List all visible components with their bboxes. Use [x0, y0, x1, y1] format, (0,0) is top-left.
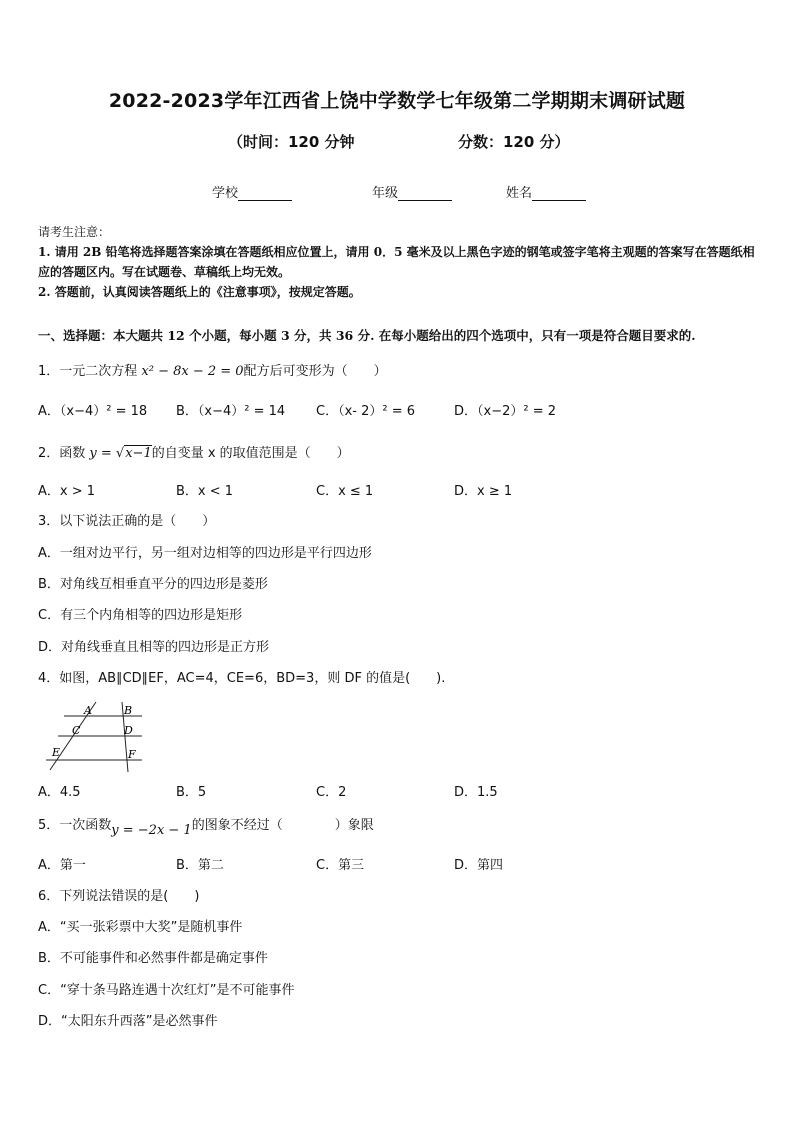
q2-option-c: C．x ≤ 1 — [316, 484, 374, 499]
parallel-lines-figure — [44, 700, 146, 772]
q6-option-b: B．不可能事件和必然事件都是确定事件 — [38, 951, 268, 966]
q2-post: 的自变量 x 的取值范围是（ ） — [151, 446, 350, 461]
q6-option-c: C．“穿十条马路连遇十次红灯”是不可能事件 — [38, 983, 295, 998]
label-b: B — [124, 704, 133, 717]
q6-option-a: A．“买一张彩票中大奖”是随机事件 — [38, 920, 243, 935]
section-heading: 一、选择题：本大题共 12 个小题，每小题 3 分，共 36 分. 在每小题给出的四个选项中，只有一项是符合题目要求的. — [38, 328, 696, 343]
q4-option-b: B．5 — [176, 785, 207, 800]
question-1-stem — [38, 360, 387, 379]
q1-equation: x² − 8x − 2 = 0 — [141, 364, 244, 379]
q6-option-d: D．“太阳东升西落”是必然事件 — [38, 1014, 218, 1029]
q5-option-d: D．第四 — [454, 858, 504, 873]
question-5-stem — [38, 814, 374, 838]
q3-option-d: D．对角线垂直且相等的四边形是正方形 — [38, 640, 270, 655]
exam-score: 分数：120 分） — [458, 133, 570, 151]
q5-option-a: A．第一 — [38, 858, 86, 873]
name-blank — [532, 186, 586, 201]
q1-option-c: C．（x- 2）² = 6 — [316, 404, 416, 419]
q5-equation: y = −2x − 1 — [111, 823, 192, 838]
label-c: C — [72, 724, 81, 737]
q3-option-b: B．对角线互相垂直平分的四边形是菱形 — [38, 577, 268, 592]
q2-option-b: B．x < 1 — [176, 484, 234, 499]
label-d: D — [124, 724, 133, 737]
school-label: 学校 — [212, 186, 239, 201]
grade-blank — [398, 186, 452, 201]
q4-option-d: D．1.5 — [454, 785, 498, 800]
question-6-stem: 6．下列说法错误的是( ) — [38, 889, 200, 904]
grade-field — [372, 182, 452, 201]
notice-block — [38, 222, 760, 302]
name-field — [506, 182, 586, 201]
grade-label: 年级 — [372, 186, 399, 201]
q1-option-a: A．（x−4）² = 18 — [38, 404, 148, 419]
exam-time: （时间：120 分钟 — [228, 133, 355, 151]
q3-option-a: A．一组对边平行，另一组对边相等的四边形是平行四边形 — [38, 546, 372, 561]
notice-item-2: 2. 答题前，认真阅读答题纸上的《注意事项》，按规定答题。 — [38, 285, 361, 299]
question-4-stem: 4．如图，AB∥CD∥EF，AC=4，CE=6，BD=3，则 DF 的值是( ). — [38, 671, 446, 686]
label-f: F — [128, 748, 136, 761]
notice-heading: 请考生注意： — [38, 225, 111, 239]
notice-item-1: 1. 请用 2B 铅笔将选择题答案涂填在答题纸相应位置上，请用 0．5 毫米及以上黑色字迹的钢笔或签字笔将主观题的答案写在答题纸相应的答题区内。写在试题卷、草稿纸上均无效。 — [38, 245, 755, 279]
q2-y: y = — [89, 446, 116, 461]
q1-pre: 1．一元二次方程 — [38, 364, 142, 379]
q1-option-b: B．（x−4）² = 14 — [176, 404, 286, 419]
q5-post: 的图象不经过（ ）象限 — [191, 818, 374, 833]
q1-post: 配方后可变形为（ ） — [243, 364, 387, 379]
question-3-stem: 3．以下说法正确的是（ ） — [38, 514, 216, 529]
q5-pre: 5．一次函数 — [38, 818, 112, 833]
q5-option-c: C．第三 — [316, 858, 365, 873]
page-title: 2022-2023学年江西省上饶中学数学七年级第二学期期末调研试题 — [108, 90, 686, 112]
school-field — [212, 182, 292, 201]
name-label: 姓名 — [506, 186, 533, 201]
q2-option-d: D．x ≥ 1 — [454, 484, 513, 499]
q4-option-a: A．4.5 — [38, 785, 81, 800]
school-blank — [238, 186, 292, 201]
q3-option-c: C．有三个内角相等的四边形是矩形 — [38, 608, 243, 623]
q4-option-c: C．2 — [316, 785, 347, 800]
q1-option-d: D．（x−2）² = 2 — [454, 404, 557, 419]
label-a: A — [84, 704, 92, 717]
q2-pre: 2．函数 — [38, 446, 90, 461]
q2-radicand: x−1 — [125, 446, 152, 461]
sqrt-sign-icon: √ — [115, 446, 125, 461]
question-2-stem — [38, 442, 350, 461]
label-e: E — [52, 746, 61, 759]
q2-option-a: A．x > 1 — [38, 484, 96, 499]
q5-option-b: B．第二 — [176, 858, 224, 873]
